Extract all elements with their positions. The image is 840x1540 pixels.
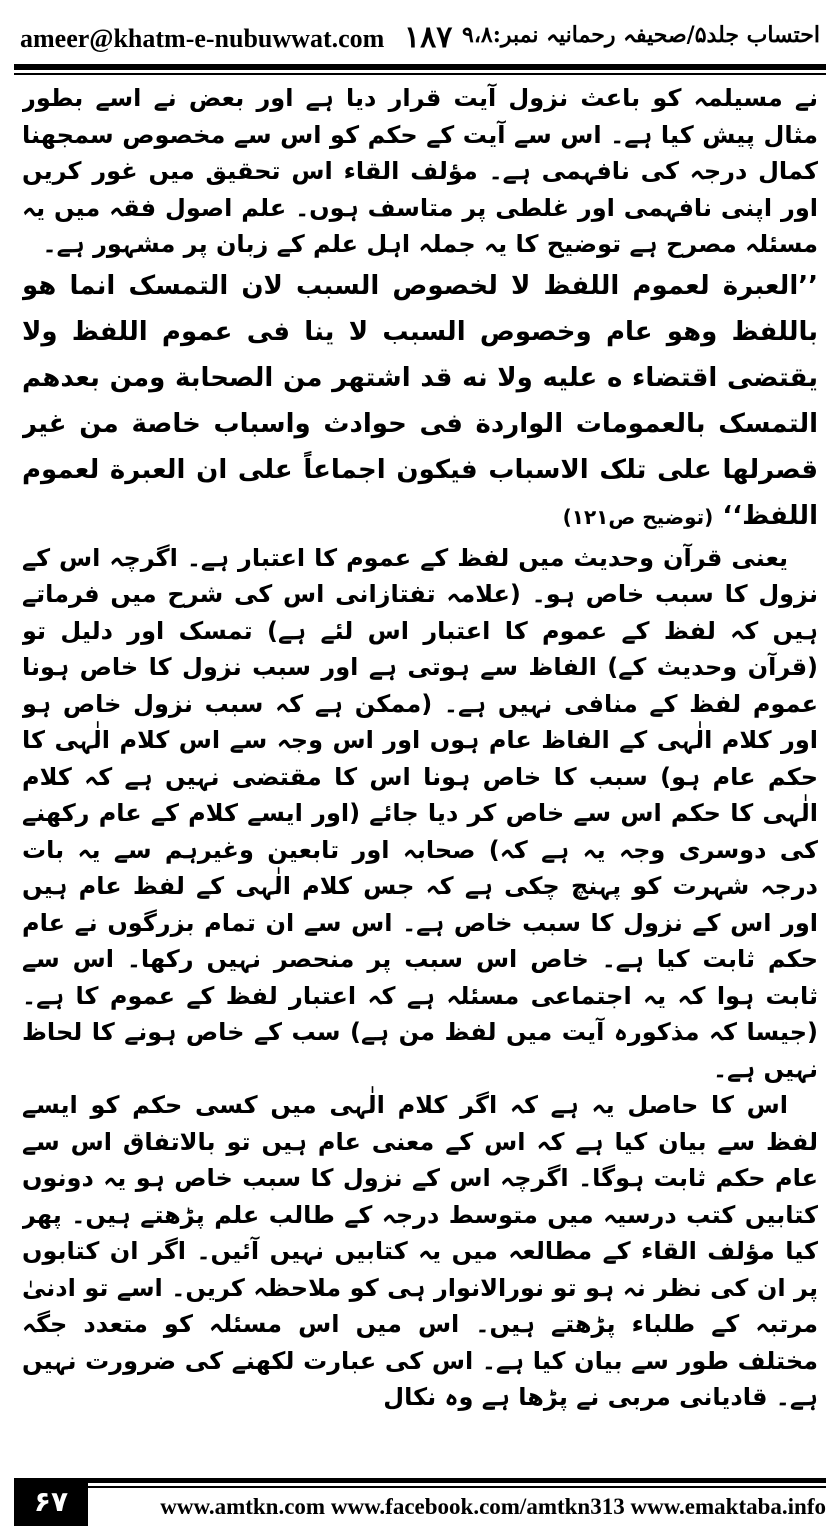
page-body — [22, 80, 818, 1460]
footer-divider-thin — [14, 1486, 826, 1488]
paragraph: نے مسیلمہ کو باعث نزول آیت قرار دیا ہے اور بعض نے اسے بطور مثال پیش کیا ہے۔ اس سے آیت کے حکم کو اس سے مخصوص سمجھنا کمال درجہ کی نافہمی ہے۔ مؤلف القاء اس تحقیق میں غور کریں اور اپنی نافہمی اور غلطی پر متاسف ہوں۔ علم اصول فقہ میں یہ مسئلہ مصرح ہے توضیح کا یہ جملہ اہل علم کے زبان پر مشہور ہے۔ — [22, 84, 818, 258]
paragraph: اس کا حاصل یہ ہے کہ اگر کلام الٰہی میں کسی حکم کو ایسے لفظ سے بیان کیا ہے کہ اس کے معنی عام ہیں تو بالاتفاق اس سے عام حکم ثابت ہوگا۔ اگرچہ اس کے نزول کا سبب خاص ہو یہ دونوں کتابیں کتب درسیہ میں متوسط درجہ کے طالب علم پڑھتے ہیں۔ پھر کیا مؤلف القاء کے مطالعہ میں یہ کتابیں نہیں آئیں۔ اگر ان کتابوں پر ان کی نظر نہ ہو تو نورالانوار ہی کو ملاحظہ کریں۔ اسے تو ادنیٰ مرتبہ کے طلباء پڑھتے ہیں۔ اس میں اس مسئلہ کو متعدد جگہ مختلف طور سے بیان کیا ہے۔ اس کی عبارت لکھنے کی ضرورت نہیں ہے۔ قادیانی مربی نے پڑھا ہے وہ نکال — [22, 1091, 818, 1411]
footer-page-number: ۶۷ — [14, 1478, 88, 1526]
arabic-quote-text: ’’العبرة لعموم اللفظ لا لخصوص السبب لان التمسک انما هو باللفظ وهو عام وخصوص السبب لا ینا فی عموم اللفظ ولا یقتضی اقتضاء ه علیه ولا نه قد اشتهر من الصحابة ومن بعدهم التمسک بالعمومات الواردة فی حوادث واسباب خاصة من غیر قصرلها علی تلک الاسباب فیکون اجماعاً علی ان العبرة لعموم اللفظ‘‘ — [22, 270, 818, 531]
footer-divider — [14, 1478, 826, 1483]
header-page-number: ۱۸۷ — [404, 20, 453, 55]
paragraph: یعنی قرآن وحدیث میں لفظ کے عموم کا اعتبار ہے۔ اگرچہ اس کے نزول کا سبب خاص ہو۔ (علامہ تفتازانی اس کی شرح میں فرماتے ہیں کہ لفظ کے عموم کا اعتبار اس لئے ہے) تمسک اور دلیل تو (قرآن وحدیث کے) الفاظ سے ہوتی ہے اور سبب نزول کا خاص ہونا عموم لفظ کے منافی نہیں ہے۔ (ممکن ہے کہ سبب نزول خاص ہو اور کلام الٰہی کے الفاظ عام ہوں اور اس وجہ سے اس کلام الٰہی کا حکم عام ہو) سبب کا خاص ہونا اس کا مقتضی نہیں ہے کہ کلام الٰہی کا حکم اس سے خاص کر دیا جائے (اور ایسے کلام کے عام رکھنے کی دوسری وجہ یہ ہے کہ) صحابہ اور تابعین وغیرہم سے یہ بات درجہ شہرت کو پہنچ چکی ہے کہ جس کلام الٰہی کے لفظ عام ہیں اور اس کے نزول کا سبب خاص ہے۔ اس سے ان تمام بزرگوں نے عام حکم ثابت کیا ہے۔ خاص اس سبب پر منحصر نہیں رکھا۔ اس سے ثابت ہوا کہ یہ اجتماعی مسئلہ ہے کہ اعتبار لفظ کے عموم کا ہے۔ (جیسا کہ مذکورہ آیت میں لفظ من ہے) سب کے خاص ہونے کا لحاظ نہیں ہے۔ — [22, 543, 818, 1083]
header-divider — [14, 64, 826, 70]
page-header — [14, 14, 826, 62]
arabic-quote — [22, 263, 818, 540]
header-title: احتساب جلد۵/صحیفہ رحمانیہ نمبر:۹،۸ — [462, 22, 820, 48]
header-email[interactable]: ameer@khatm-e-nubuwwat.com — [20, 24, 385, 53]
quote-reference: (توضیح ص۱۲۱) — [562, 504, 714, 529]
page-footer — [14, 1478, 826, 1528]
header-divider-thin — [14, 73, 826, 75]
footer-links[interactable]: www.amtkn.com www.facebook.com/amtkn313 www.emaktaba.info — [160, 1494, 826, 1519]
